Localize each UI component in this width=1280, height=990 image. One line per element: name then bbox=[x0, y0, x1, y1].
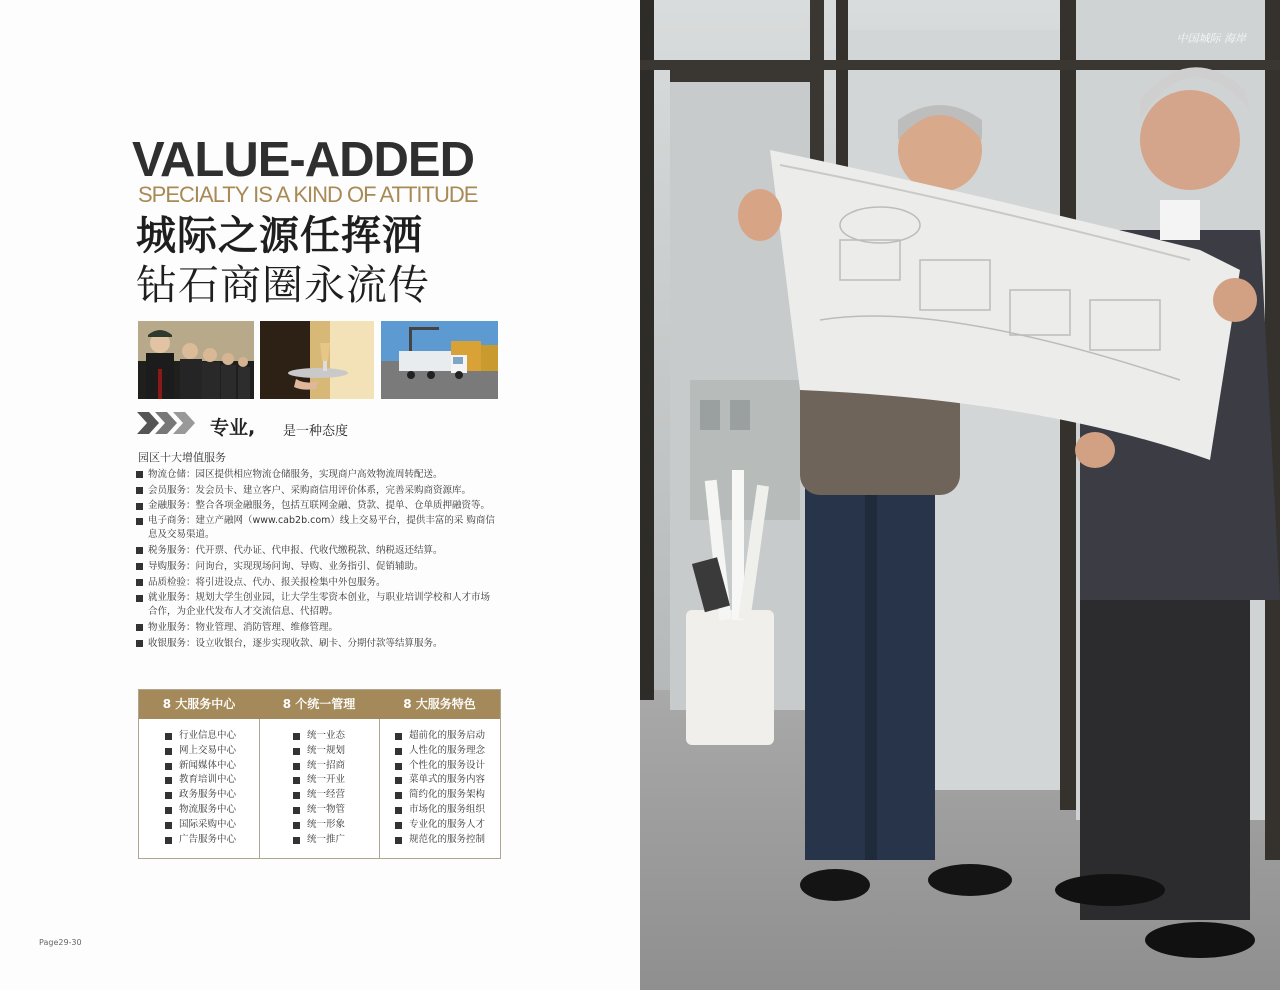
service-item: 就业服务：规划大学生创业园，让大学生零资本创业，与职业培训学校和人才市场合作，为企业代发布人才交流信息、代招聘。 bbox=[136, 591, 496, 619]
table-cell: 专业化的服务人才 bbox=[395, 818, 499, 833]
section-subtitle: 是一种态度 bbox=[283, 424, 349, 439]
table-cell: 统一招商 bbox=[293, 759, 379, 774]
page-number: Page29-30 bbox=[39, 938, 82, 947]
column-divider bbox=[379, 719, 380, 858]
table-cell: 网上交易中心 bbox=[165, 744, 259, 759]
services-list bbox=[136, 467, 496, 652]
table-cell: 统一推广 bbox=[293, 833, 379, 848]
table-column-management bbox=[293, 719, 379, 858]
table-cell: 广告服务中心 bbox=[165, 833, 259, 848]
service-item: 物流仓储：园区提供相应物流仓储服务，实现商户高效物流周转配送。 bbox=[136, 467, 496, 483]
photo-staff-uniform bbox=[138, 321, 254, 399]
service-item: 收银服务：设立收银台，逐步实现收款、刷卡、分期付款等结算服务。 bbox=[136, 636, 496, 652]
headline: VALUE-ADDED bbox=[132, 133, 474, 187]
table-cell: 统一经营 bbox=[293, 788, 379, 803]
service-item: 金融服务：整合各项金融服务，包括互联网金融、贷款、提单、仓单质押融资等。 bbox=[136, 499, 496, 513]
table-cell: 市场化的服务组织 bbox=[395, 803, 499, 818]
table-cell: 统一物管 bbox=[293, 803, 379, 818]
service-item: 电子商务：建立产融网（www.cab2b.com）线上交易平台，提供丰富的采 购商信息及交易渠道。 bbox=[136, 514, 496, 542]
chinese-title-line-2: 钻石商圈永流传 bbox=[136, 261, 430, 309]
table-cell: 物流服务中心 bbox=[165, 803, 259, 818]
table-cell: 国际采购中心 bbox=[165, 818, 259, 833]
services-heading: 园区十大增值服务 bbox=[138, 451, 226, 464]
table-cell: 统一业态 bbox=[293, 729, 379, 744]
table-cell: 教育培训中心 bbox=[165, 773, 259, 788]
table-header-cell: 8 个统一管理 bbox=[282, 697, 356, 711]
table-cell: 统一形象 bbox=[293, 818, 379, 833]
section-title: 专业, bbox=[210, 417, 256, 439]
table-column-features bbox=[395, 719, 499, 858]
service-item: 导购服务：问询台，实现现场问询、导购、业务指引、促销辅助。 bbox=[136, 559, 496, 575]
subheadline: SPECIALTY IS A KIND OF ATTITUDE bbox=[138, 182, 478, 207]
brand-logo: 中国城际 海岸 bbox=[1176, 32, 1246, 45]
photo-waiter-drinks bbox=[260, 321, 374, 399]
column-divider bbox=[259, 719, 260, 858]
table-cell: 菜单式的服务内容 bbox=[395, 773, 499, 788]
table-cell: 政务服务中心 bbox=[165, 788, 259, 803]
table-column-centers bbox=[165, 719, 259, 858]
photo-truck-port bbox=[381, 321, 498, 399]
table-header bbox=[139, 690, 500, 719]
service-item: 物业服务：物业管理、消防管理、维修管理。 bbox=[136, 620, 496, 636]
table-cell: 简约化的服务架构 bbox=[395, 788, 499, 803]
table-cell: 超前化的服务启动 bbox=[395, 729, 499, 744]
table-cell: 规范化的服务控制 bbox=[395, 833, 499, 848]
table-cell: 新闻媒体中心 bbox=[165, 759, 259, 774]
table-header-cell: 8 大服务特色 bbox=[403, 697, 476, 711]
chevron-arrows-icon bbox=[137, 412, 197, 434]
table-cell: 统一开业 bbox=[293, 773, 379, 788]
table-cell: 人性化的服务理念 bbox=[395, 744, 499, 759]
table-cell: 个性化的服务设计 bbox=[395, 759, 499, 774]
chinese-title-line-1: 城际之源任挥洒 bbox=[136, 213, 423, 259]
service-item: 会员服务：发会员卡、建立客户、采购商信用评价体系，完善采购商资源库。 bbox=[136, 483, 496, 499]
table-cell: 统一规划 bbox=[293, 744, 379, 759]
table-cell: 行业信息中心 bbox=[165, 729, 259, 744]
photo-businessmen-reviewing-plan bbox=[640, 0, 1280, 990]
service-item: 税务服务：代开票、代办证、代申报、代收代缴税款、纳税返还结算。 bbox=[136, 543, 496, 559]
table-header-cell: 8 大服务中心 bbox=[162, 697, 236, 711]
office-scene-illustration bbox=[640, 0, 1280, 990]
services-table bbox=[138, 689, 501, 859]
service-item: 品质检验：将引进设点、代办、报关报检集中外包服务。 bbox=[136, 575, 496, 591]
